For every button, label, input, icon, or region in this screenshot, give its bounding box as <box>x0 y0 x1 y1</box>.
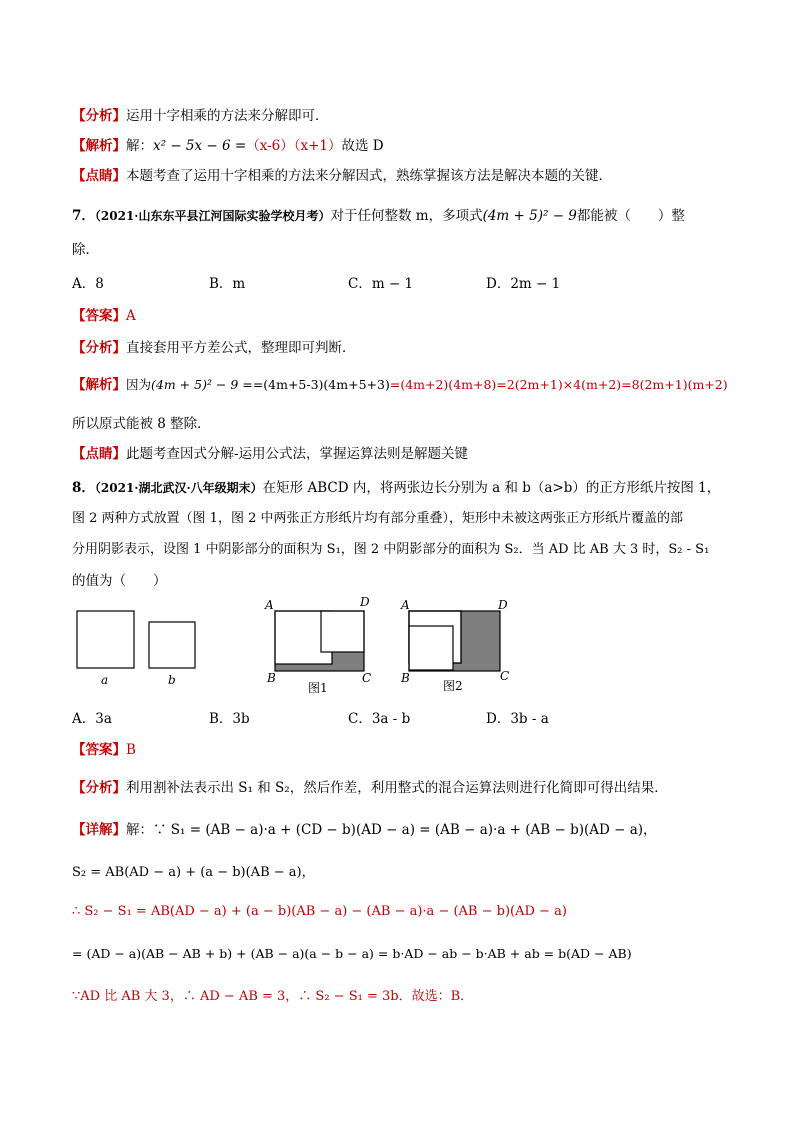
analysis-bracket: 【分析】 <box>72 108 126 124</box>
answer-bracket: 【答案】 <box>72 308 126 324</box>
q8-stem-text1: 在矩形 ABCD 内，将两张边长分别为 a 和 b（a>b）的正方形纸片按图 1， <box>262 480 721 496</box>
fig1-vertex-B: B <box>267 671 276 685</box>
q7-solution <box>72 373 728 393</box>
q8-option-a: A．3a <box>72 711 112 727</box>
q7-option-d: D．2m − 1 <box>486 276 561 292</box>
fig2-vertex-B: B <box>401 671 410 685</box>
q8-number: 8． <box>72 480 95 496</box>
q8-source: （2021·湖北武汉·八年级期末） <box>94 481 263 495</box>
fig2-vertex-A: A <box>401 598 410 612</box>
q7-solution-math: (4m + 5)² − 9 = <box>151 377 253 392</box>
q7-answer <box>72 304 136 324</box>
fig2-square-b-inner <box>409 626 453 670</box>
q7-source: （2021·山东东平县江河国际实验学校月考） <box>94 209 331 223</box>
q6-solution-red: （x-6）（x+1） <box>246 138 342 154</box>
fig1-vertex-C: C <box>362 671 372 685</box>
fig1-vertex-A: A <box>265 598 274 612</box>
q8-detail-text1: 解：∵ S₁ = (AB − a)·a + (CD − b)(AD − a) = (AB − a)·a + (AB − b)(AD − a)， <box>126 822 657 838</box>
answer-bracket: 【答案】 <box>72 742 126 758</box>
q7-stem-line2: 除． <box>72 242 99 258</box>
q6-analysis-text: 运用十字相乘的方法来分解即可． <box>126 108 329 124</box>
q8-stem-line1 <box>72 476 720 496</box>
q7-stem-math: (4m + 5)² − 9 <box>482 208 577 224</box>
q7-stem-line1 <box>72 204 685 224</box>
fig1-vertex-D: D <box>360 595 370 609</box>
fig1-caption: 图1 <box>308 681 328 695</box>
q8-detail-line3: ∴ S₂ − S₁ = AB(AD − a) + (a − b)(AB − a) − (AB − a)·a − (AB − b)(AD − a) <box>72 904 567 919</box>
q8-option-c: C．3a - b <box>348 711 411 727</box>
q8-detail-line4: = (AD − a)(AB − AB + b) + (AB − a)(a − b − a) = b·AD − ab − b·AB + ab = b(AD − AB) <box>72 946 632 961</box>
q8-figures <box>60 592 540 702</box>
q8-stem-line4: 的值为（ ） <box>72 573 167 589</box>
q7-answer-value: A <box>126 308 136 324</box>
q8-option-d: D．3b - a <box>486 711 549 727</box>
q8-analysis-text: 利用割补法表示出 S₁ 和 S₂，然后作差，利用整式的混合运算法则进行化简即可得出结果． <box>126 780 668 796</box>
q8-detail-line1 <box>72 818 657 838</box>
figure-1 <box>264 595 371 695</box>
q7-option-b: B．m <box>209 276 246 292</box>
q6-comment-text: 本题考查了运用十字相乘的方法来分解因式，熟练掌握该方法是解决本题的关键． <box>126 168 612 184</box>
q8-stem-line2: 图 2 两种方式放置（图 1，图 2 中两张正方形纸片均有部分重叠），矩形中未被这两张正方形纸片覆盖的部 <box>72 511 683 526</box>
q7-solution-prefix: 因为 <box>126 377 152 392</box>
q8-option-b: B．3b <box>209 711 250 727</box>
analysis-bracket: 【分析】 <box>72 340 126 356</box>
q6-comment <box>72 164 612 184</box>
q7-analysis-text: 直接套用平方差公式，整理即可判断． <box>126 340 356 356</box>
q8-detail-line2: S₂ = AB(AD − a) + (a − b)(AB − a)， <box>72 865 315 880</box>
q8-answer-value: B <box>126 742 136 758</box>
q8-analysis <box>72 776 668 796</box>
q7-option-c: C．m − 1 <box>348 276 414 292</box>
solution-bracket: 【解析】 <box>72 377 126 393</box>
q6-solution <box>72 134 384 154</box>
q7-solution-red: =(4m+2)(4m+8)=2(2m+1)×4(m+2)=8(2m+1)(m+2) <box>389 377 728 392</box>
q7-stem-text1: 对于任何整数 m，多项式 <box>330 208 483 224</box>
label-b: b <box>168 673 176 687</box>
q6-solution-math: x² − 5x − 6 = <box>153 138 247 154</box>
q8-answer <box>72 738 136 758</box>
figure-2 <box>400 598 509 693</box>
square-b <box>149 622 195 668</box>
q7-solution-black: =(4m+5-3)(4m+5+3) <box>252 377 390 392</box>
q6-solution-suffix: 故选 D <box>341 138 384 154</box>
q8-stem-line3: 分用阴影表示，设图 1 中阴影部分的面积为 S₁，图 2 中阴影部分的面积为 S₂．当 AD 比 AB 大 3 时，S₂ - S₁ <box>72 542 710 557</box>
q7-comment <box>72 442 468 462</box>
q7-number: 7． <box>72 208 95 224</box>
q7-comment-text: 此题考查因式分解-运用公式法，掌握运算法则是解题关键 <box>126 446 469 462</box>
q6-analysis <box>72 104 329 124</box>
q7-option-a: A．8 <box>72 276 104 292</box>
square-a <box>77 611 134 668</box>
fig2-caption: 图2 <box>443 679 463 693</box>
q7-conclusion: 所以原式能被 8 整除． <box>72 416 211 432</box>
analysis-bracket: 【分析】 <box>72 780 126 796</box>
q7-stem-text2: 都能被（ ）整 <box>576 208 685 224</box>
detail-bracket: 【详解】 <box>72 822 126 838</box>
comment-bracket: 【点睛】 <box>72 168 126 184</box>
fig2-vertex-D: D <box>498 598 508 612</box>
q6-solution-prefix: 解： <box>126 138 153 154</box>
q8-detail-line5: ∵AD 比 AB 大 3，∴ AD − AB = 3，∴ S₂ − S₁ = 3b．故选：B． <box>72 989 474 1004</box>
q7-analysis <box>72 336 356 356</box>
label-a: a <box>101 673 109 687</box>
comment-bracket: 【点睛】 <box>72 446 126 462</box>
solution-bracket: 【解析】 <box>72 138 126 154</box>
fig2-vertex-C: C <box>500 669 510 683</box>
fig1-square-b <box>321 611 364 652</box>
